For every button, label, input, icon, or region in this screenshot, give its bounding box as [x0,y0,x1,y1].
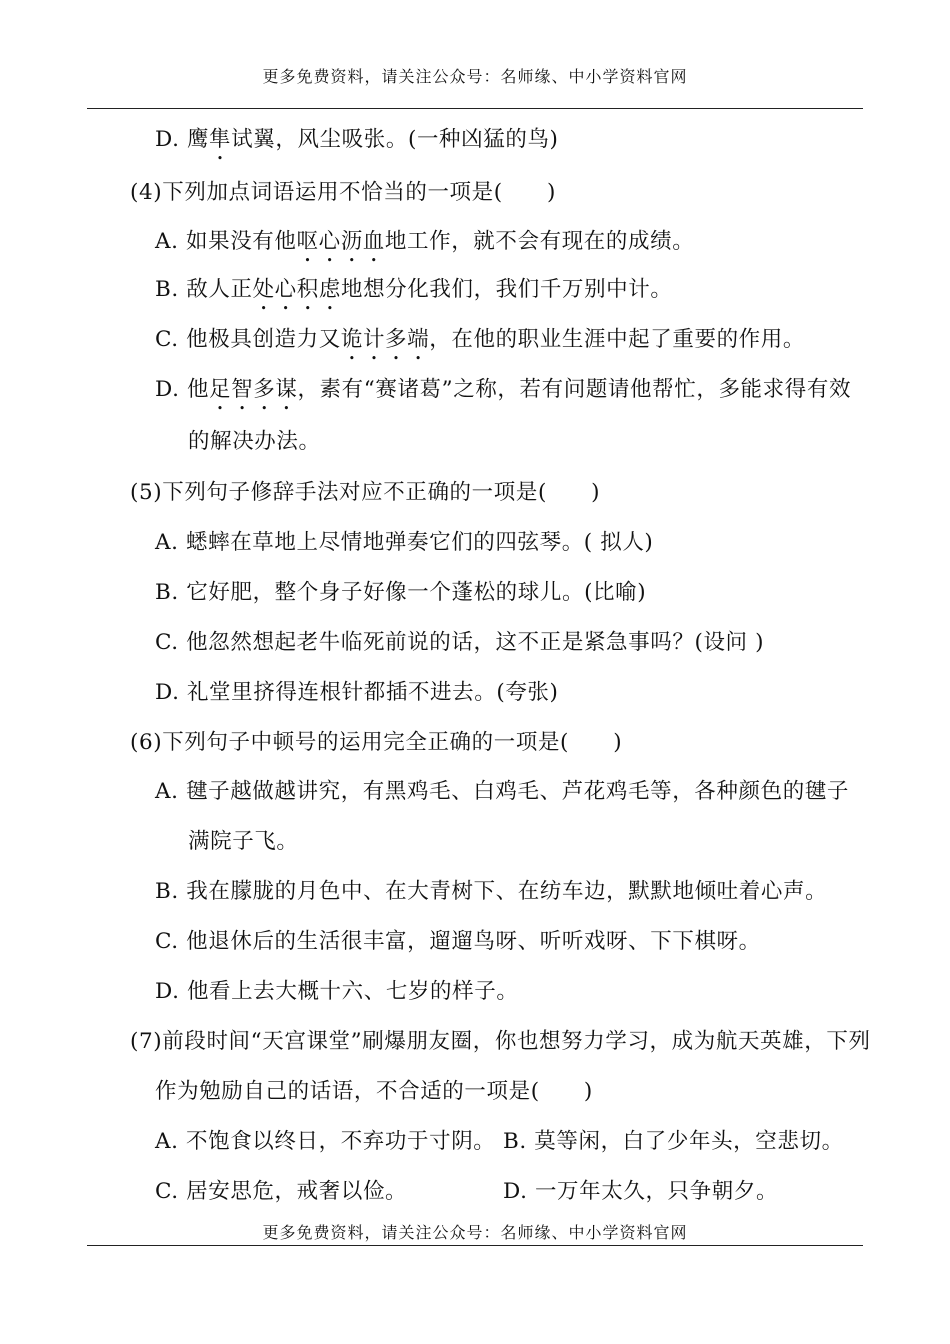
q4-option-a-emphasis: 呕心沥血 [296,229,385,254]
q4-option-b-post: 地想分化我们，我们千万别中计。 [340,277,673,302]
q4-option-c-emphasis: 诡计多端 [340,327,430,352]
q4-option-a [155,224,694,267]
q4-option-b [155,272,673,315]
q4-option-d-continuation: 的解决办法。 [188,429,321,454]
q4-option-c-pre: C. 他极具创造力又 [155,327,341,352]
q7-stem: (7)前段时间“天宫课堂”刷爆朋友圈，你也想努力学习，成为航天英雄，下列 [130,1029,871,1054]
footer-rule [87,1245,863,1246]
q7-option-c: C. 居安思危，戒奢以俭。 [155,1179,408,1204]
q5-stem: (5)下列句子修辞手法对应不正确的一项是( ) [130,480,601,505]
q3-option-d-post: 试翼，风尘吸张。(一种凶猛的鸟) [231,127,559,152]
q7-option-d: D. 一万年太久，只争朝夕。 [503,1179,779,1204]
q5-option-b: B. 它好肥，整个身子好像一个蓬松的球儿。(比喻) [155,580,647,605]
q4-option-b-pre: B. 敌人正 [155,277,253,302]
q5-option-c: C. 他忽然想起老牛临死前说的话，这不正是紧急事吗？(设问 ) [155,630,765,655]
q6-option-a: A. 毽子越做越讲究，有黑鸡毛、白鸡毛、芦花鸡毛等，各种颜色的毽子 [155,779,849,804]
q6-stem: (6)下列句子中顿号的运用完全正确的一项是( ) [130,730,623,755]
q6-option-d: D. 他看上去大概十六、七岁的样子。 [155,979,519,1004]
q4-option-d-post: ，素有“赛诸葛”之称，若有问题请他帮忙，多能求得有效 [297,377,852,402]
q4-option-d-emphasis: 足智多谋 [209,377,298,402]
q5-option-a: A. 蟋蟀在草地上尽情地弹奏它们的四弦琴。( 拟人) [155,530,654,555]
q4-option-c [155,322,805,365]
q7-option-a: A. 不饱食以终日，不弃功于寸阴。 [155,1129,496,1154]
q6-option-c: C. 他退休后的生活很丰富，遛遛鸟呀、听听戏呀、下下棋呀。 [155,929,761,954]
q7-option-b: B. 莫等闲，白了少年头，空悲切。 [503,1129,844,1154]
header-rule [87,108,863,109]
q5-option-d: D. 礼堂里挤得连根针都插不进去。(夸张) [155,680,559,705]
q4-option-a-post: 地工作，就不会有现在的成绩。 [384,229,695,254]
q4-option-d-pre: D. 他 [155,377,210,402]
q3-option-d [155,122,559,165]
q3-option-d-emphasis: 隼 [209,127,232,152]
q4-option-c-post: ，在他的职业生涯中起了重要的作用。 [429,327,805,352]
q4-option-b-emphasis: 处心积虑 [252,277,341,302]
q3-option-d-pre: D. 鹰 [155,127,210,152]
q6-option-a-continuation: 满院子飞。 [188,829,299,854]
q6-option-b: B. 我在朦胧的月色中、在大青树下、在纺车边，默默地倾吐着心声。 [155,879,828,904]
page-footer: 更多免费资料，请关注公众号：名师缘、中小学资料官网 [262,1223,688,1242]
q4-stem: (4)下列加点词语运用不恰当的一项是( ) [130,180,556,205]
q4-option-a-pre: A. 如果没有他 [155,229,297,254]
q7-stem-continuation: 作为勉励自己的话语，不合适的一项是( ) [155,1079,593,1104]
page-header: 更多免费资料，请关注公众号：名师缘、中小学资料官网 [262,67,688,86]
q4-option-d [155,372,851,415]
